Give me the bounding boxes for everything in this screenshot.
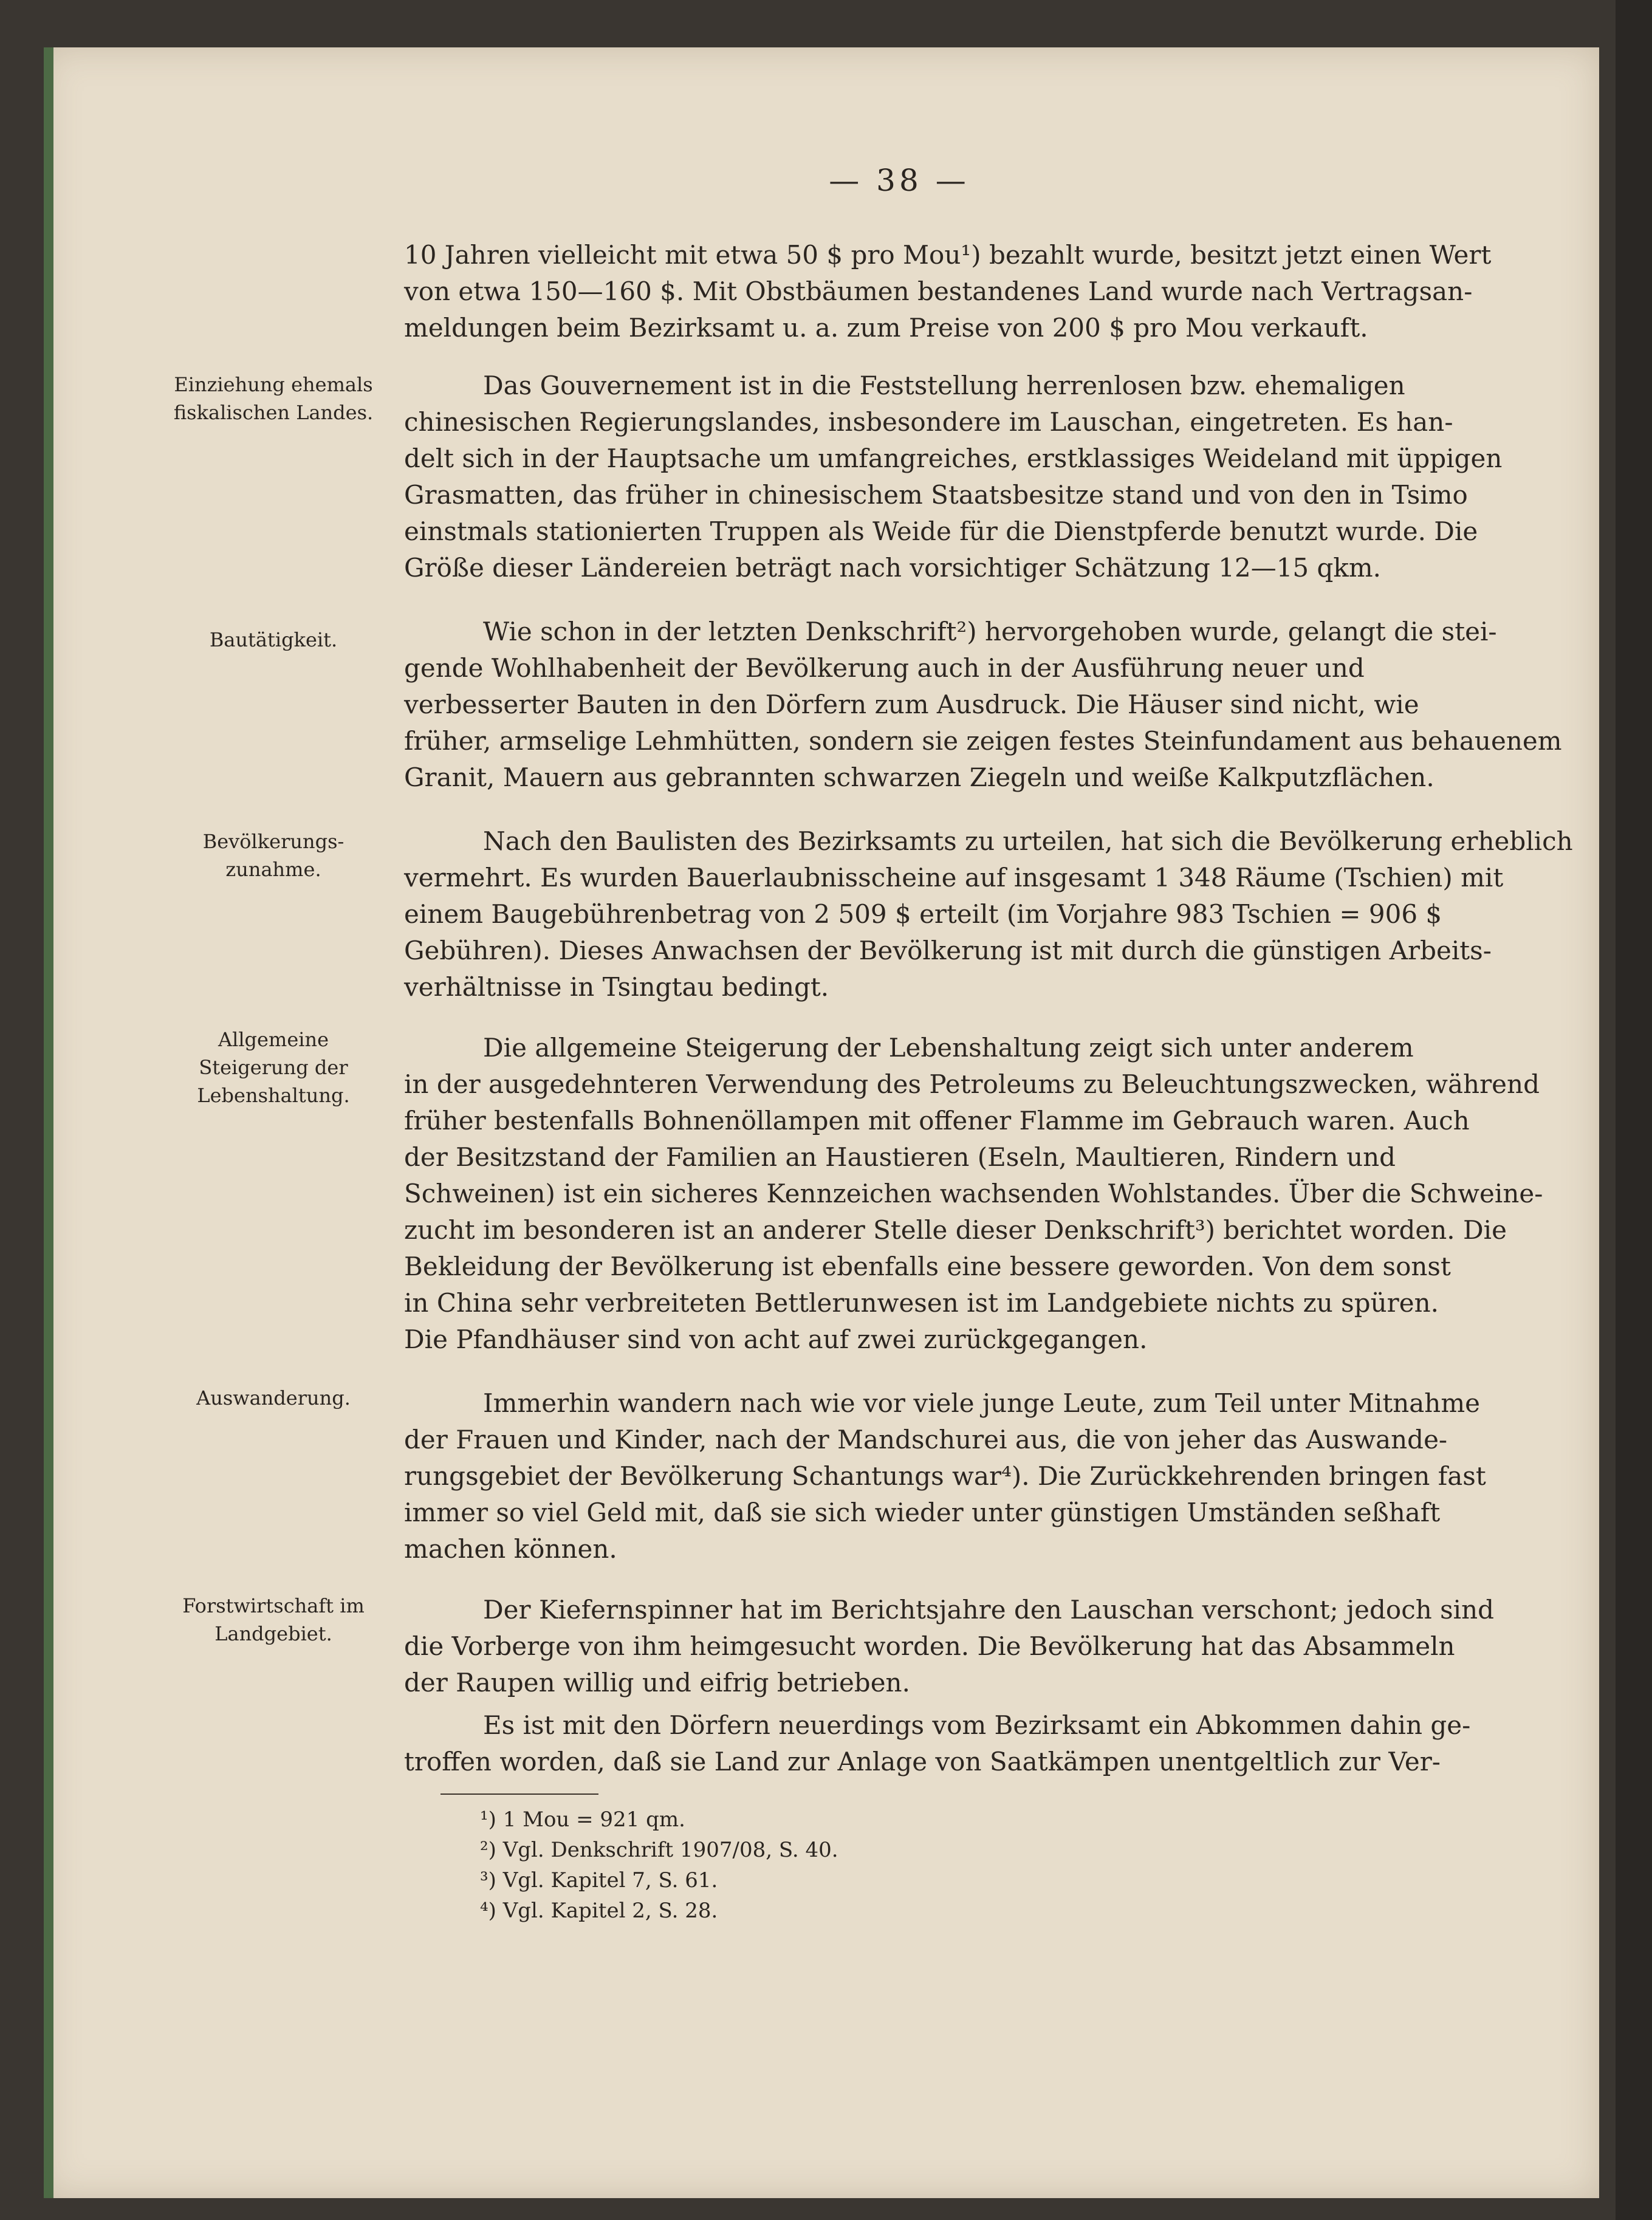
- margin-note: [152, 827, 395, 883]
- margin-note-line: Auswanderung.: [196, 1386, 351, 1410]
- text-line: Gebühren). Dieses Anwachsen der Bevölkerung ist mit durch die günstigen Arbeits-: [404, 936, 1492, 965]
- paragraph: [404, 237, 1492, 346]
- text-line: einem Baugebührenbetrag von 2 509 $ erteilt (im Vorjahre 983 Tschien = 906 $: [404, 899, 1442, 929]
- text-line: Bekleidung der Bevölkerung ist ebenfalls eine bessere geworden. Von dem sonst: [404, 1252, 1451, 1281]
- text-line: Die Pfandhäuser sind von acht auf zwei zurückgegangen.: [404, 1324, 1148, 1354]
- footnote: ⁴) Vgl. Kapitel 2, S. 28.: [480, 1899, 718, 1923]
- text-line: Immerhin wandern nach wie vor viele junge Leute, zum Teil unter Mitnahme: [483, 1388, 1481, 1418]
- text-line: Nach den Baulisten des Bezirksamts zu urteilen, hat sich die Bevölkerung erheblich: [483, 826, 1573, 856]
- text-line: meldungen beim Bezirksamt u. a. zum Preise von 200 $ pro Mou verkauft.: [404, 313, 1368, 343]
- margin-note: [152, 626, 395, 654]
- text-line: früher bestenfalls Bohnenöllampen mit offener Flamme im Gebrauch waren. Auch: [404, 1106, 1470, 1136]
- text-line: Es ist mit den Dörfern neuerdings vom Bezirksamt ein Abkommen dahin ge-: [483, 1710, 1471, 1740]
- page-number: — 38 —: [829, 163, 970, 198]
- text-line: Das Gouvernement ist in die Feststellung herrenlosen bzw. ehemaligen: [483, 371, 1405, 400]
- text-line: Größe dieser Ländereien beträgt nach vorsichtiger Schätzung 12—15 qkm.: [404, 553, 1381, 583]
- text-line: Der Kiefernspinner hat im Berichtsjahre den Lauschan verschont; jedoch sind: [483, 1595, 1495, 1625]
- text-line: rungsgebiet der Bevölkerung Schantungs war⁴). Die Zurückkehrenden bringen fast: [404, 1461, 1486, 1491]
- book-edge-left: [44, 47, 53, 2198]
- text-line: immer so viel Geld mit, daß sie sich wieder unter günstigen Umständen seßhaft: [404, 1498, 1441, 1527]
- paragraph: [404, 1707, 1471, 1780]
- footnote-rule: [440, 1793, 598, 1795]
- text-line: Grasmatten, das früher in chinesischem Staatsbesitze stand und von den in Tsimo: [404, 480, 1468, 510]
- paragraph: [404, 1592, 1495, 1701]
- footnote: ¹) 1 Mou = 921 qm.: [480, 1807, 685, 1832]
- margin-note-line: Landgebiet.: [214, 1622, 332, 1645]
- footnote: ²) Vgl. Denkschrift 1907/08, S. 40.: [480, 1838, 838, 1862]
- margin-note-line: Lebenshaltung.: [197, 1084, 350, 1107]
- text-line: Die allgemeine Steigerung der Lebenshaltung zeigt sich unter anderem: [483, 1033, 1414, 1063]
- margin-note: [152, 1026, 395, 1109]
- footnotes: [480, 1804, 966, 1926]
- text-line: die Vorberge von ihm heimgesucht worden. Die Bevölkerung hat das Absammeln: [404, 1631, 1455, 1661]
- paragraph: [404, 823, 1573, 1006]
- text-line: Granit, Mauern aus gebrannten schwarzen Ziegeln und weiße Kalkputzflächen.: [404, 762, 1434, 792]
- margin-note-line: Bevölkerungs-: [202, 830, 344, 853]
- paragraph: [404, 614, 1562, 796]
- paragraph: [404, 1030, 1543, 1358]
- paragraph: [404, 368, 1503, 586]
- text-line: gende Wohlhabenheit der Bevölkerung auch in der Ausführung neuer und: [404, 653, 1365, 683]
- text-line: troffen worden, daß sie Land zur Anlage von Saatkämpen unentgeltlich zur Ver-: [404, 1747, 1441, 1776]
- text-line: von etwa 150—160 $. Mit Obstbäumen bestandenes Land wurde nach Vertragsan-: [404, 276, 1473, 306]
- text-line: machen können.: [404, 1534, 617, 1564]
- margin-note: [152, 1384, 395, 1412]
- text-line: früher, armselige Lehmhütten, sondern sie zeigen festes Steinfundament aus behauenem: [404, 726, 1562, 756]
- margin-note-line: zunahme.: [225, 858, 321, 881]
- paragraph: [404, 1385, 1486, 1567]
- book-edge-right: [1616, 0, 1652, 2220]
- text-line: einstmals stationierten Truppen als Weide für die Dienstpferde benutzt wurde. Die: [404, 516, 1478, 546]
- text-line: der Raupen willig und eifrig betrieben.: [404, 1668, 910, 1698]
- text-line: der Frauen und Kinder, nach der Mandschurei aus, die von jeher das Auswande-: [404, 1425, 1448, 1454]
- margin-note-line: Einziehung ehemals: [174, 373, 373, 396]
- text-line: in China sehr verbreiteten Bettlerunwesen ist im Landgebiete nichts zu spüren.: [404, 1288, 1439, 1318]
- text-line: delt sich in der Hauptsache um umfangreiches, erstklassiges Weideland mit üppigen: [404, 444, 1503, 473]
- margin-note: [152, 1592, 395, 1648]
- text-line: 10 Jahren vielleicht mit etwa 50 $ pro Mou¹) bezahlt wurde, besitzt jetzt einen Wert: [404, 240, 1492, 270]
- margin-note-line: Allgemeine: [218, 1028, 329, 1051]
- margin-note-line: fiskalischen Landes.: [173, 401, 374, 424]
- text-line: verbesserter Bauten in den Dörfern zum Ausdruck. Die Häuser sind nicht, wie: [404, 690, 1419, 719]
- margin-note-line: Steigerung der: [199, 1056, 348, 1079]
- text-line: in der ausgedehnteren Verwendung des Petroleums zu Beleuchtungszwecken, während: [404, 1069, 1540, 1099]
- margin-note-line: Forstwirtschaft im: [182, 1594, 365, 1617]
- footnote: ³) Vgl. Kapitel 7, S. 61.: [480, 1868, 718, 1893]
- text-line: chinesischen Regierungslandes, insbesondere im Lauschan, eingetreten. Es han-: [404, 407, 1453, 437]
- text-line: zucht im besonderen ist an anderer Stelle dieser Denkschrift³) berichtet worden. Die: [404, 1215, 1507, 1245]
- text-line: verhältnisse in Tsingtau bedingt.: [404, 972, 829, 1002]
- margin-note-line: Bautätigkeit.: [209, 628, 338, 651]
- text-line: vermehrt. Es wurden Bauerlaubnisscheine auf insgesamt 1 348 Räume (Tschien) mit: [404, 863, 1504, 892]
- text-line: Schweinen) ist ein sicheres Kennzeichen wachsenden Wohlstandes. Über die Schweine-: [404, 1179, 1543, 1208]
- margin-note: [152, 371, 395, 427]
- text-line: der Besitzstand der Familien an Haustieren (Eseln, Maultieren, Rindern und: [404, 1142, 1396, 1172]
- text-line: Wie schon in der letzten Denkschrift²) hervorgehoben wurde, gelangt die stei-: [483, 617, 1497, 646]
